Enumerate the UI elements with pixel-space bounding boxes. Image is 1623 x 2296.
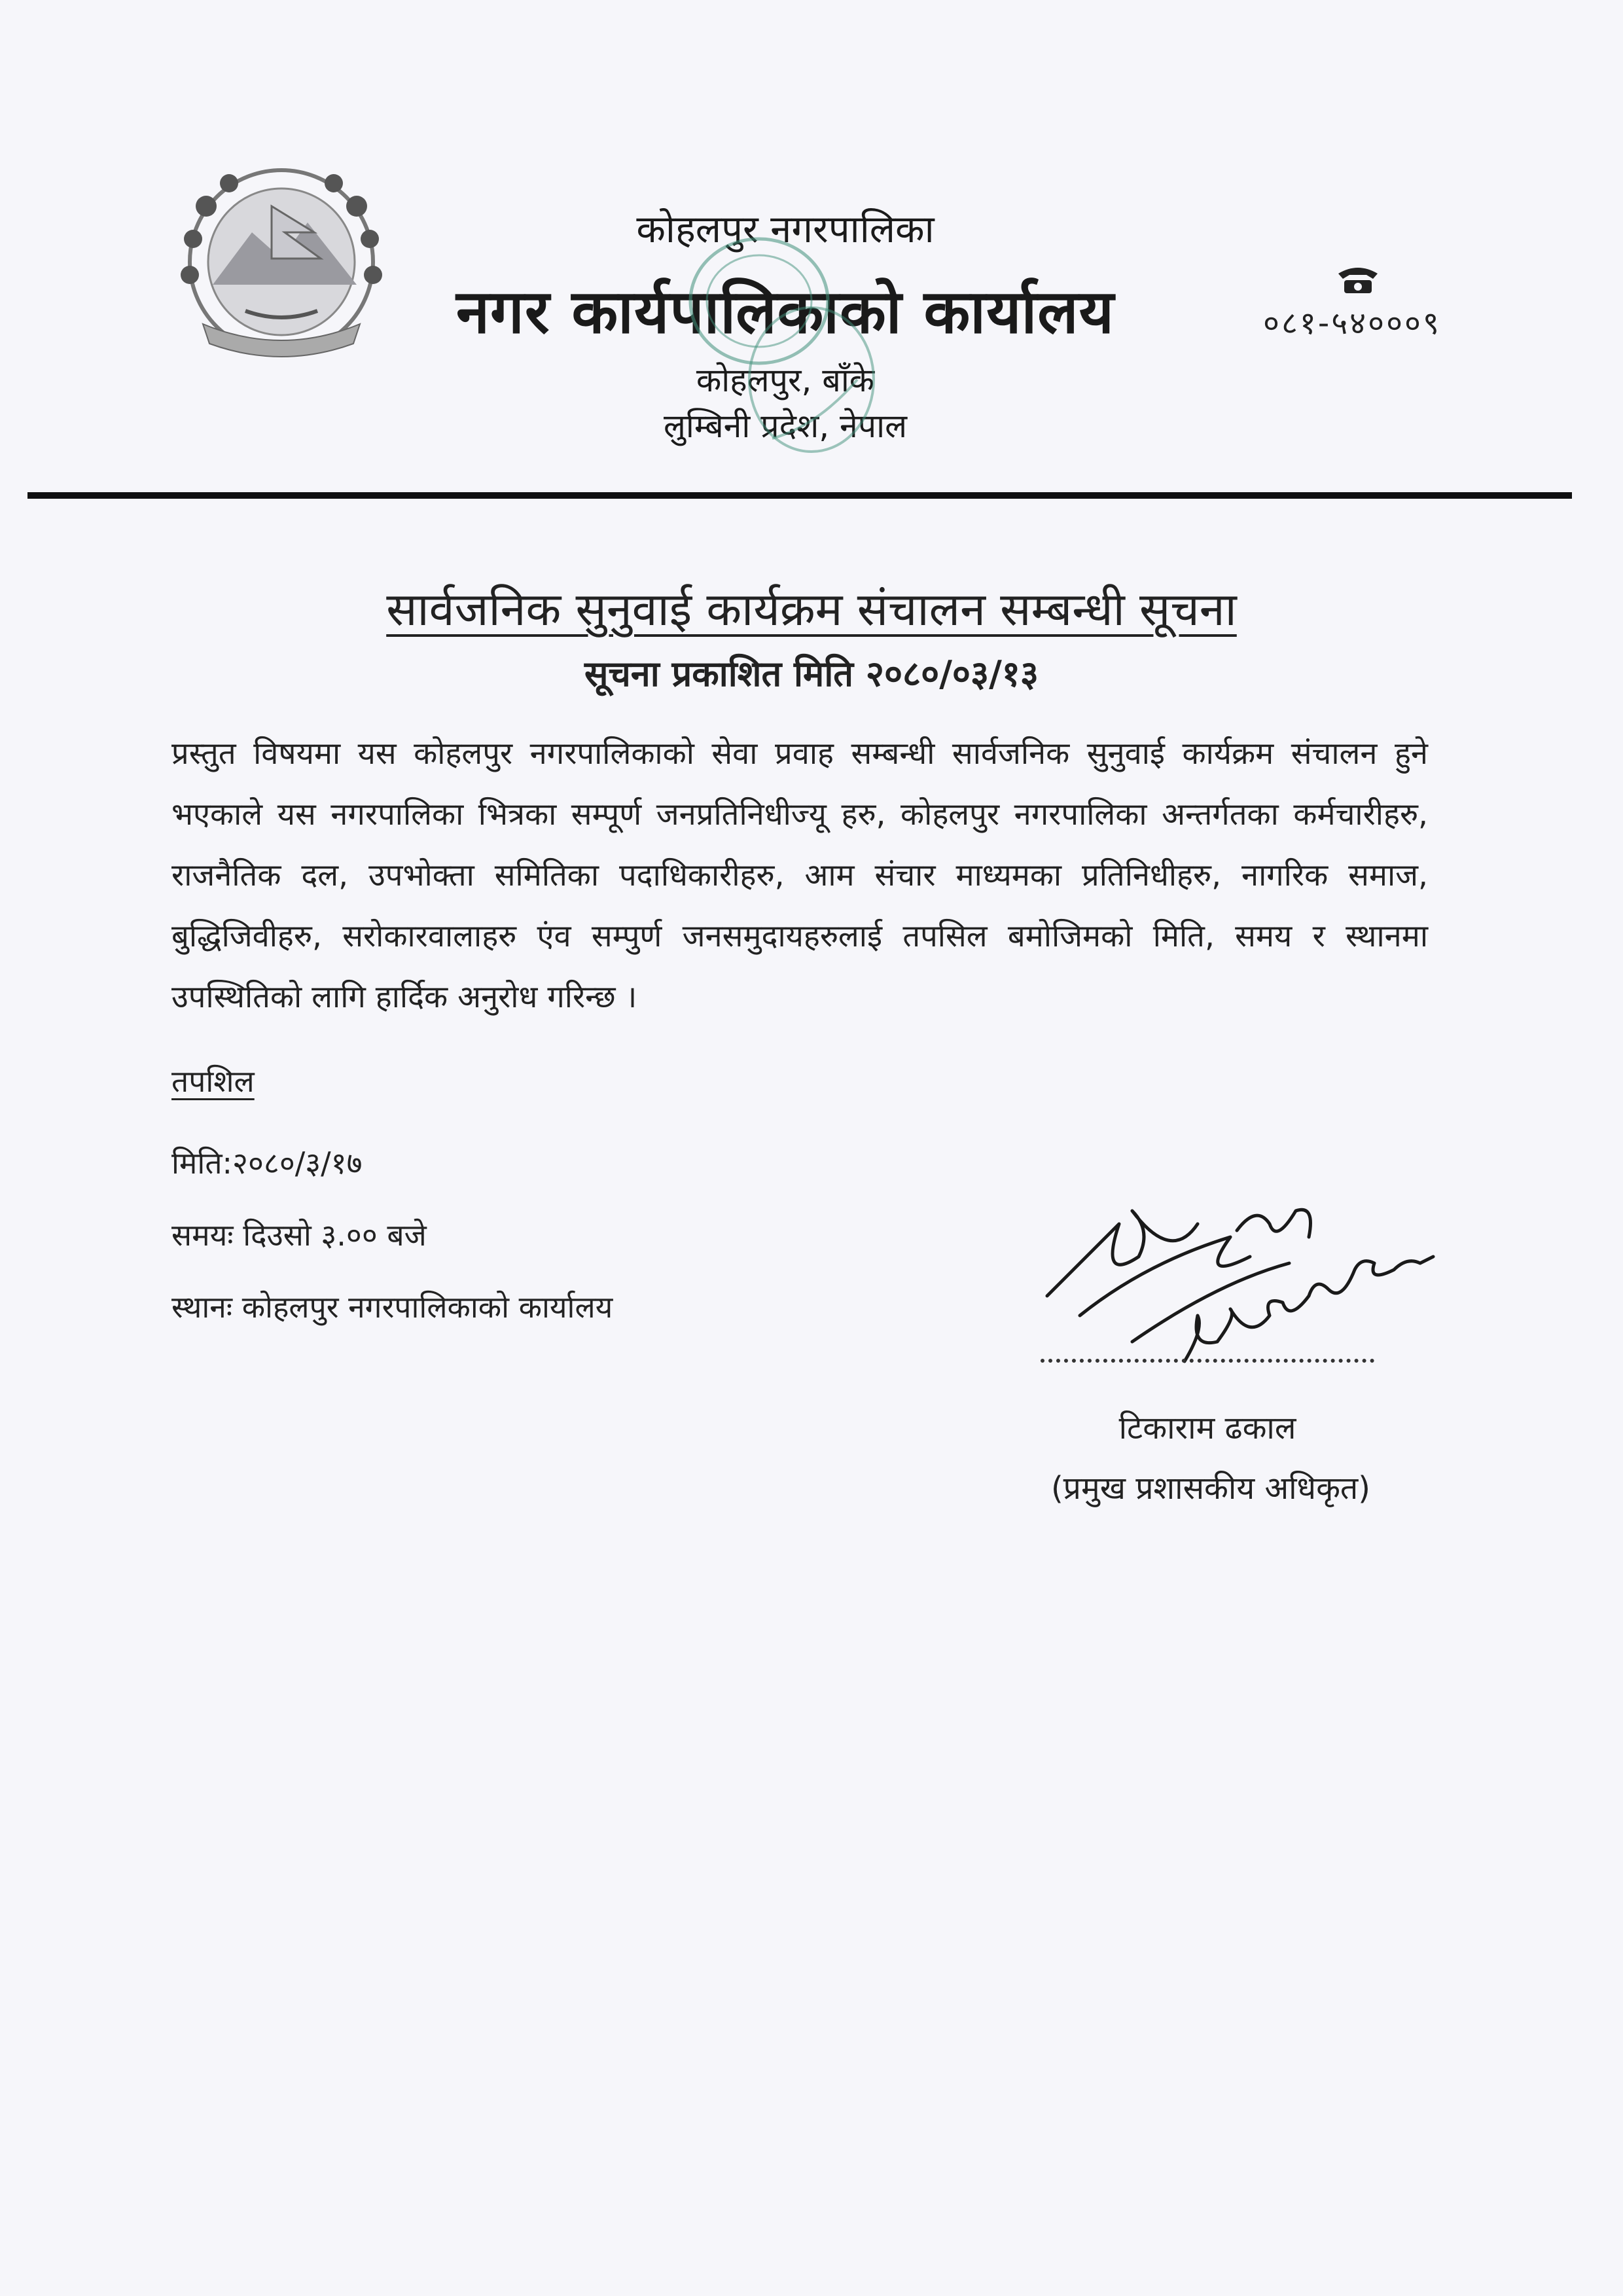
signature-dotted-line (1041, 1355, 1374, 1363)
address-line-1: कोहलपुर, बाँके (696, 361, 875, 399)
address-line-2: लुम्बिनी प्रदेश, नेपाल (663, 407, 908, 445)
signatory-title: (प्रमुख प्रशासकीय अधिकृत) (1050, 1470, 1371, 1507)
letterhead-divider (27, 492, 1572, 499)
office-seal-stamp (661, 216, 883, 478)
handwritten-signature (1041, 1185, 1459, 1381)
nepal-government-emblem-icon (167, 160, 396, 363)
schedule-time: समयः दिउसो ३.०० बजे (171, 1217, 427, 1253)
publish-date: सूचना प्रकाशित मिति २०८०/०३/१३ (584, 653, 1039, 694)
municipality-name: कोहलपुर नगरपालिका (636, 207, 935, 251)
schedule-venue: स्थानः कोहलपुर नगरपालिकाको कार्यालय (171, 1289, 613, 1325)
office-name: नगर कार्यपालिकाको कार्यालय (455, 277, 1115, 347)
telephone-icon (1335, 262, 1381, 295)
schedule-heading: तपशिल (171, 1064, 255, 1099)
schedule-date: मिति:२०८०/३/१७ (171, 1145, 363, 1181)
phone-number: ०८१-५४०००९ (1263, 305, 1441, 342)
signatory-name: टिकाराम ढकाल (1118, 1410, 1296, 1446)
notice-body: प्रस्तुत विषयमा यस कोहलपुर नगरपालिकाको सेवा प्रवाह सम्बन्धी सार्वजनिक सुनुवाई कार्यक्रम संचालन हुने भएकाले यस नगरपालिका भित्रका सम्पूर्ण जनप्रतिनिधीज्यू हरु, कोहलपुर नगरपालिका अन्तर्गतका कर्मचारीहरु, राजनैतिक दल, उपभोक्ता समितिका पदाधिकारीहरु, आम संचार माध्यमका प्रतिनिधीहरु, नागरिक समाज, बुद्धिजिवीहरु, सरोकारवालाहरु एंव सम्पुर्ण जनसमुदायहरुलाई तपसिल बमोजिमको मिति, समय र स्थानमा उपस्थितिको लागि हार्दिक अनुरोध गरिन्छ । (171, 736, 1428, 1015)
notice-title: सार्वजनिक सुनुवाई कार्यक्रम संचालन सम्बन्धी सूचना (386, 583, 1237, 636)
